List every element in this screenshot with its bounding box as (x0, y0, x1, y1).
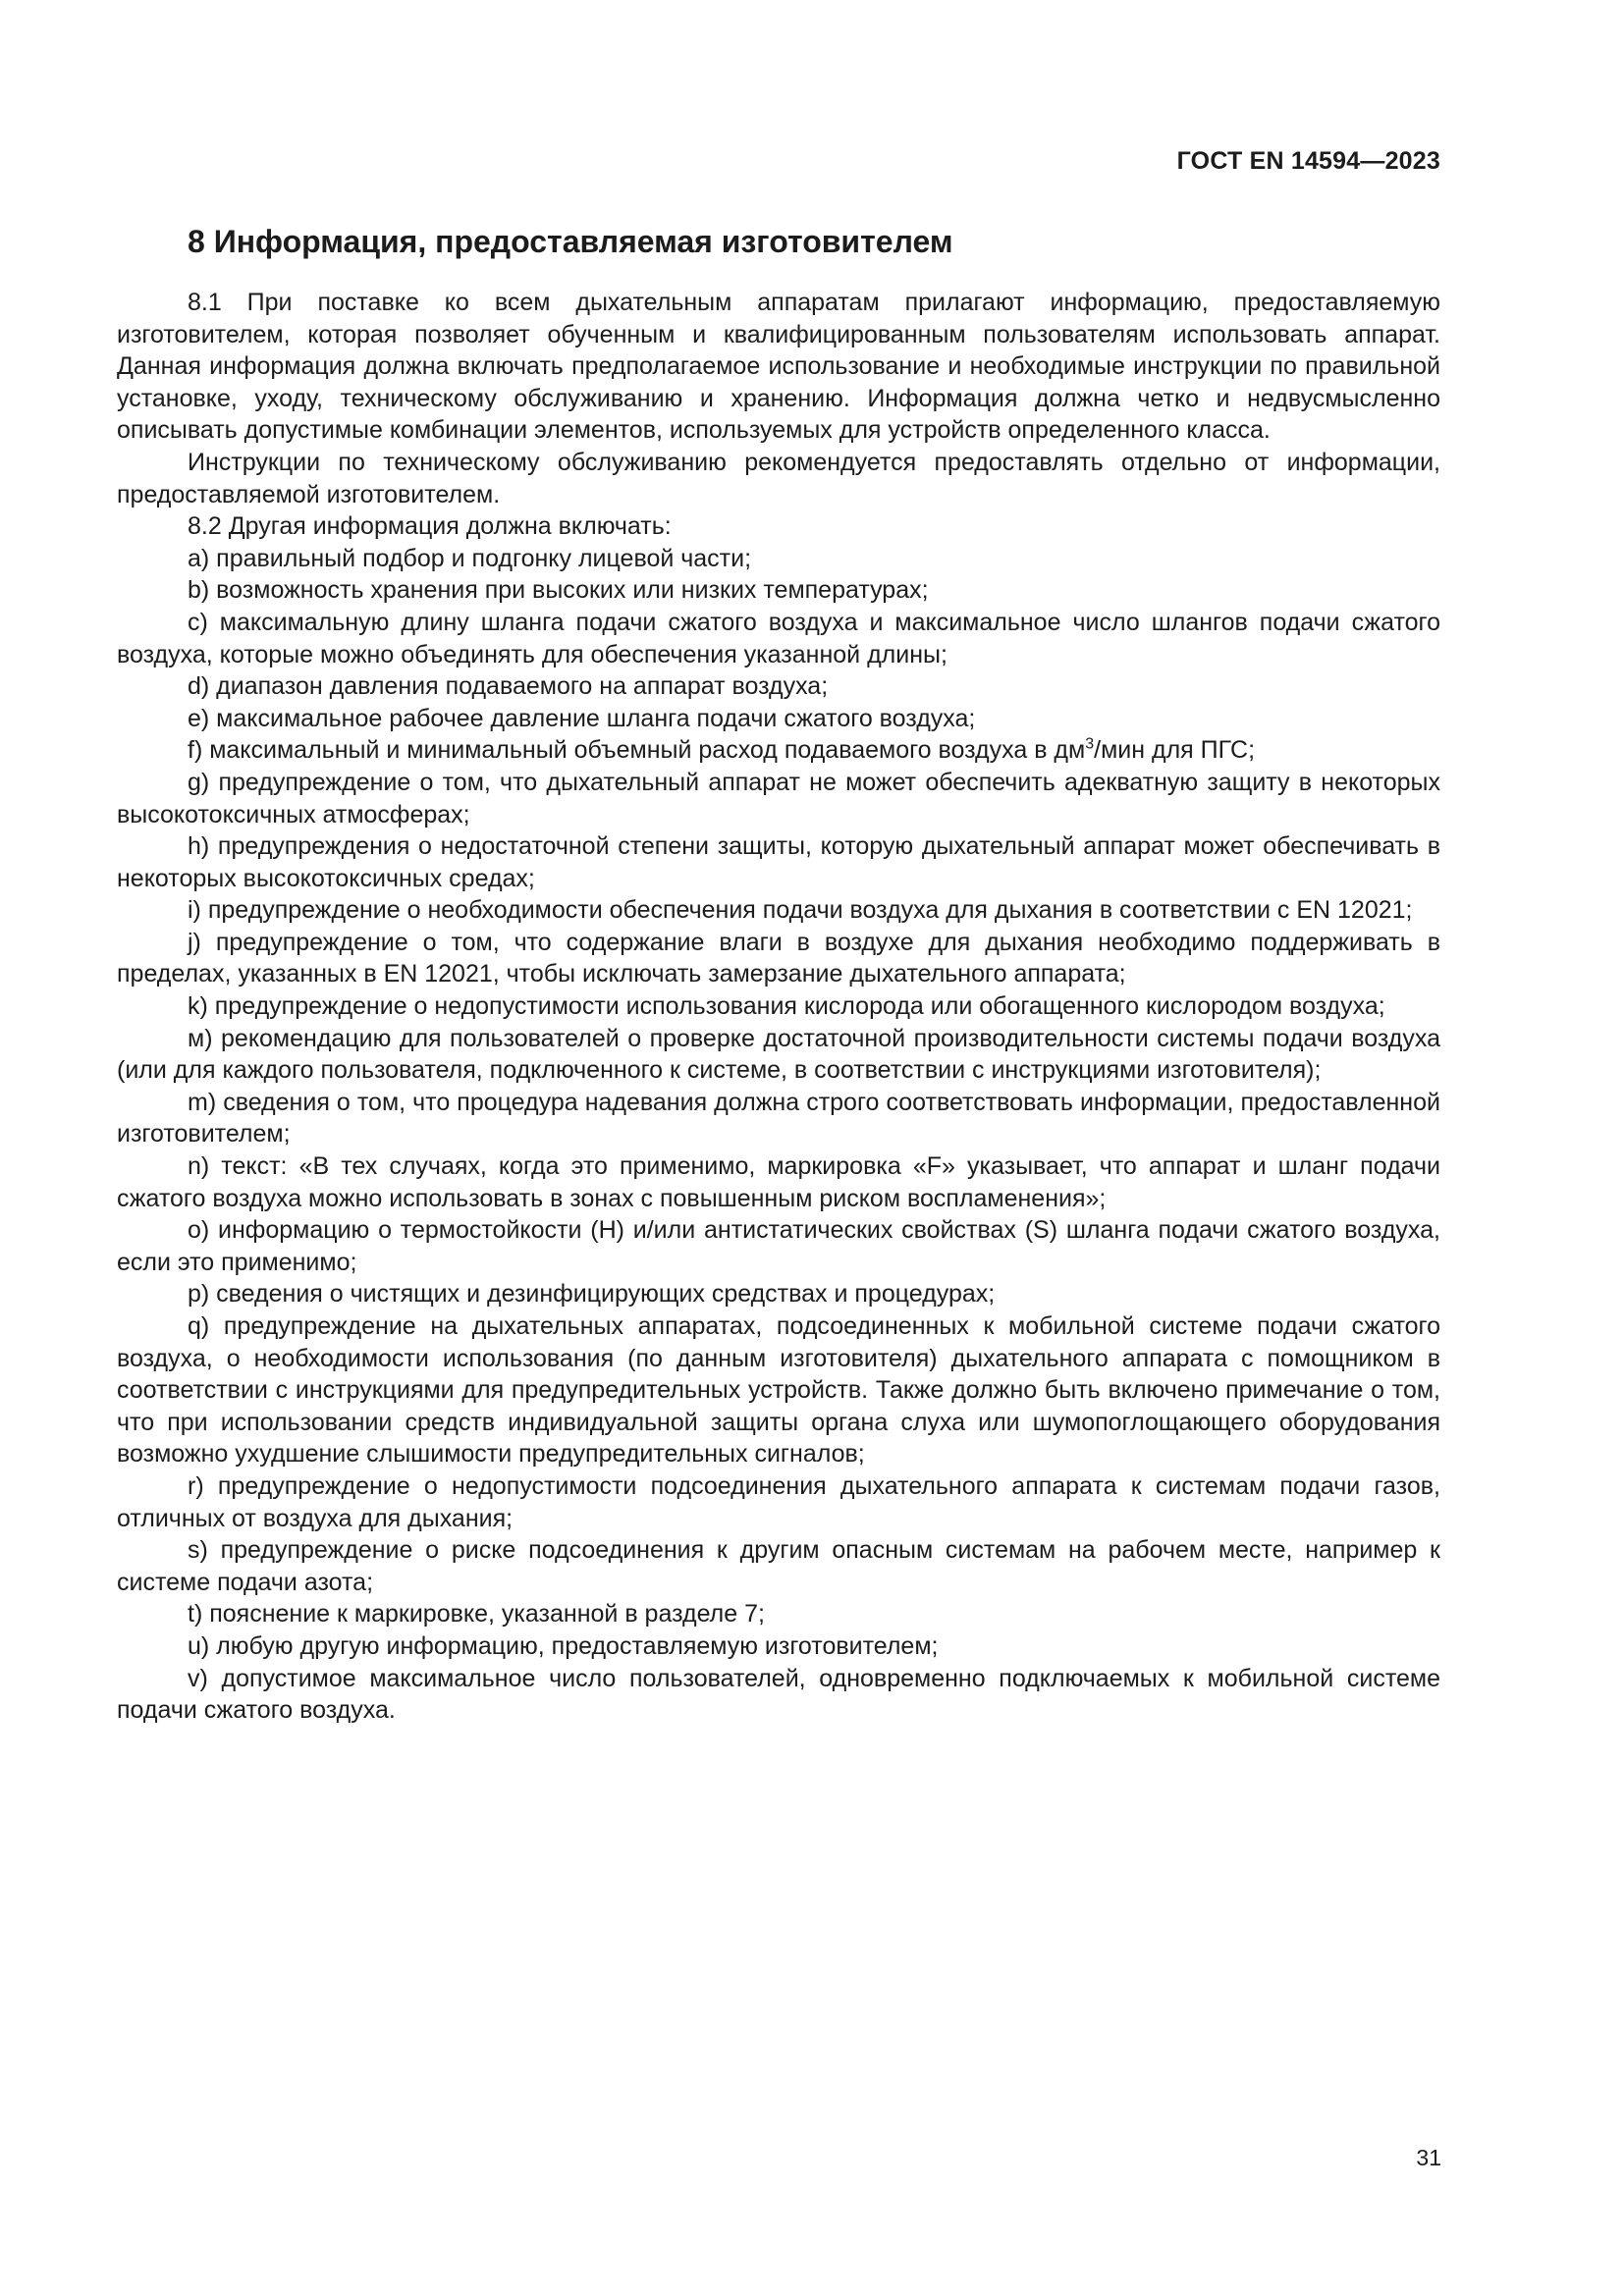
list-item-c: c) максимальную длину шланга подачи сжатого воздуха и максимальное число шлангов подачи сжатого воздуха, которые можно объединять для обеспечения указанной длины; (117, 608, 1440, 668)
list-item-e: e) максимальное рабочее давление шланга подачи сжатого воздуха; (188, 704, 976, 732)
section-body (117, 287, 1440, 1727)
list-item-j: j) предупреждение о том, что содержание влаги в воздухе для дыхания необходимо поддерживать в пределах, указанных в EN 12021, чтобы исключать замерзание дыхательного аппарата; (117, 928, 1440, 988)
list-item-v: v) допустимое максимальное число пользователей, одновременно подключаемых к мобильной системе подачи сжатого воздуха. (117, 1664, 1440, 1725)
list-item-r: r) предупреждение о недопустимости подсоединения дыхательного аппарата к системам подачи газов, отличных от воздуха для дыхания; (117, 1471, 1440, 1532)
superscript-3: 3 (1085, 735, 1095, 753)
list-item-n: n) текст: «В тех случаях, когда это применимо, маркировка «F» указывает, что аппарат и шланг подачи сжатого воздуха можно использовать в зонах с повышенным риском воспламенения»; (117, 1152, 1440, 1212)
list-item-p: p) сведения о чистящих и дезинфицирующих средствах и процедурах; (188, 1280, 996, 1308)
list-item-q: q) предупреждение на дыхательных аппаратах, подсоединенных к мобильной системе подачи сжатого воздуха, о необходимости использования (по данным изготовителя) дыхательного аппарата с помощником в соответствии с инструкциями для предупредительных устройств. Также должно быть включено примечание о том, что при использовании средств индивидуальной защиты органа слуха или шумопоглощающего оборудования возможно ухудшение слышимости предупредительных сигналов; (117, 1312, 1440, 1468)
section-title: 8 Информация, предоставляемая изготовителем (188, 224, 953, 259)
page-number: 31 (1416, 2145, 1441, 2170)
list-item-a: a) правильный подбор и подгонку лицевой части; (188, 544, 752, 572)
list-item-u: u) любую другую информацию, предоставляемую изготовителем; (188, 1631, 939, 1660)
paragraph-maintenance: Инструкции по техническому обслуживанию рекомендуется предоставлять отдельно от информации, предоставляемой изготовителем. (117, 448, 1440, 508)
list-item-m-cyrillic: м) рекомендацию для пользователей о проверке достаточной производительности системы подачи воздуха (или для каждого пользователя, подключенного к системе, в соответствии с инструкциями изготовителя); (117, 1024, 1440, 1085)
document-code: ГОСТ EN 14594—2023 (1176, 147, 1440, 175)
list-item-t: t) пояснение к маркировке, указанной в разделе 7; (188, 1600, 765, 1629)
list-item-g: g) предупреждение о том, что дыхательный аппарат не может обеспечить адекватную защиту в некоторых высокотоксичных атмосферах; (117, 768, 1440, 828)
list-item-f-unit: /мин для ПГС; (1094, 736, 1256, 765)
list-item-f-text: f) максимальный и минимальный объемный расход подаваемого воздуха в дм (188, 736, 1086, 765)
list-item-o: o) информацию о термостойкости (H) и/или антистатических свойствах (S) шланга подачи сжатого воздуха, если это применимо; (117, 1216, 1440, 1276)
page-content (117, 222, 1440, 1727)
paragraph-8-2: 8.2 Другая информация должна включать: (188, 512, 672, 541)
list-item-h: h) предупреждения о недостаточной степени защиты, которую дыхательный аппарат может обеспечивать в некоторых высокотоксичных средах; (117, 832, 1440, 892)
list-item-s: s) предупреждение о риске подсоединения к другим опасным системам на рабочем месте, например к системе подачи азота; (117, 1536, 1440, 1596)
list-item-k: k) предупреждение о недопустимости использования кислорода или обогащенного кислородом воздуха; (188, 992, 1385, 1021)
list-item-b: b) возможность хранения при высоких или низких температурах; (188, 576, 929, 605)
list-item-i: i) предупреждение о необходимости обеспечения подачи воздуха для дыхания в соответствии с EN 12021; (188, 896, 1413, 925)
list-item-m: m) сведения о том, что процедура надевания должна строго соответствовать информации, предоставленной изготовителем; (117, 1088, 1440, 1148)
list-item-f (117, 734, 1440, 767)
paragraph-8-1: 8.1 При поставке ко всем дыхательным аппаратам прилагают информацию, предоставляемую изготовителем, которая позволяет обученным и квалифицированным пользователям использовать аппарат. Данная информация должна включать предполагаемое использование и необходимые инструкции по правильной установке, уходу, техническому обслуживанию и хранению. Информация должна четко и недвусмысленно описывать допустимые комбинации элементов, используемых для устройств определенного класса. (117, 289, 1440, 445)
list-item-d: d) диапазон давления подаваемого на аппарат воздуха; (188, 672, 829, 701)
